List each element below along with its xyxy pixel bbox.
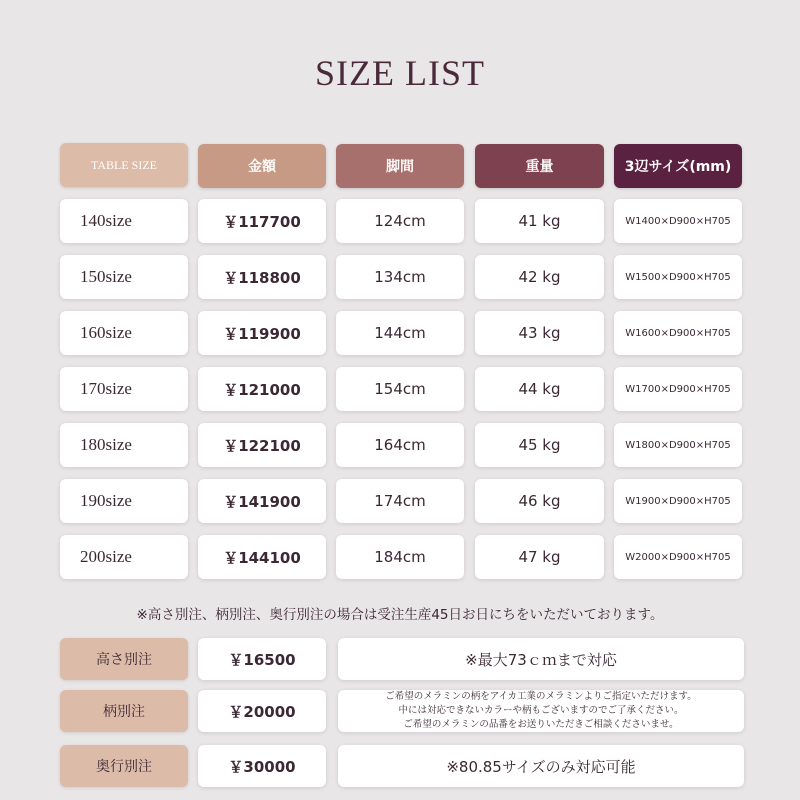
price-cell: [198, 535, 326, 579]
leg-span-cell-text: 144cm: [374, 324, 426, 342]
option-note: [338, 638, 744, 680]
weight-cell-text: 44 kg: [518, 380, 561, 398]
header-leg-span: [336, 144, 464, 188]
price-cell: [198, 479, 326, 523]
size-cell-text: 180size: [80, 435, 132, 454]
leg-span-cell-text: 154cm: [374, 380, 426, 398]
header-dimensions: [614, 144, 742, 188]
dimensions-cell-text: W2000×D900×H705: [625, 551, 731, 563]
option-price: [198, 690, 326, 732]
option-note: [338, 690, 744, 732]
option-note-line: ※80.85サイズのみ対応可能: [446, 757, 636, 776]
leg-span-cell-text: 124cm: [374, 212, 426, 230]
size-cell: [60, 423, 188, 467]
custom-order-note: ※高さ別注、柄別注、奥行別注の場合は受注生産45日お日にちをいただいております。: [136, 607, 664, 623]
size-cell: [60, 199, 188, 243]
weight-cell-text: 46 kg: [518, 492, 561, 510]
header-price: [198, 144, 326, 188]
option-note-line: ※最大73ｃｍまで対応: [465, 650, 617, 669]
leg-span-cell: [336, 535, 464, 579]
dimensions-cell: [614, 311, 742, 355]
option-label-text: 奥行別注: [96, 759, 152, 775]
header-weight: [475, 144, 604, 188]
price-cell-text: ￥119900: [223, 324, 301, 343]
leg-span-cell: [336, 479, 464, 523]
header-label: 金額: [248, 159, 276, 175]
option-price: [198, 745, 326, 787]
price-cell-text: ￥117700: [223, 212, 301, 231]
dimensions-cell-text: W1900×D900×H705: [625, 495, 731, 507]
size-cell: [60, 311, 188, 355]
size-cell: [60, 367, 188, 411]
dimensions-cell: [614, 535, 742, 579]
weight-cell: [475, 199, 604, 243]
size-cell: [60, 255, 188, 299]
price-cell-text: ￥141900: [223, 492, 301, 511]
weight-cell-text: 43 kg: [518, 324, 561, 342]
leg-span-cell-text: 164cm: [374, 436, 426, 454]
option-note-line: 中には対応できないカラーや柄もございますのでご了承ください。: [398, 705, 684, 716]
leg-span-cell-text: 134cm: [374, 268, 426, 286]
size-cell-text: 150size: [80, 267, 132, 286]
price-cell: [198, 255, 326, 299]
dimensions-cell-text: W1800×D900×H705: [625, 439, 731, 451]
size-cell-text: 200size: [80, 547, 132, 566]
header-label: TABLE SIZE: [90, 157, 158, 172]
page-title: SIZE LIST: [315, 53, 485, 93]
leg-span-cell: [336, 423, 464, 467]
price-cell: [198, 199, 326, 243]
dimensions-cell-text: W1600×D900×H705: [625, 327, 731, 339]
dimensions-cell: [614, 423, 742, 467]
leg-span-cell: [336, 367, 464, 411]
size-cell: [60, 479, 188, 523]
weight-cell: [475, 535, 604, 579]
leg-span-cell: [336, 255, 464, 299]
size-cell-text: 160size: [80, 323, 132, 342]
size-cell-text: 140size: [80, 211, 132, 230]
option-price: [198, 638, 326, 680]
dimensions-cell-text: W1500×D900×H705: [625, 271, 731, 283]
price-cell: [198, 367, 326, 411]
leg-span-cell: [336, 199, 464, 243]
option-label: [60, 745, 188, 787]
weight-cell: [475, 423, 604, 467]
header-label: 脚間: [386, 159, 414, 175]
option-price-text: ￥30000: [228, 757, 296, 776]
size-cell: [60, 535, 188, 579]
dimensions-cell-text: W1700×D900×H705: [625, 383, 731, 395]
dimensions-cell: [614, 199, 742, 243]
weight-cell-text: 42 kg: [518, 268, 561, 286]
weight-cell: [475, 255, 604, 299]
size-cell-text: 170size: [80, 379, 132, 398]
dimensions-cell: [614, 255, 742, 299]
option-note-line: ご希望のメラミンの柄をアイカ工業のメラミンよりご指定いただけます。: [385, 691, 697, 702]
leg-span-cell-text: 184cm: [374, 548, 426, 566]
weight-cell-text: 45 kg: [518, 436, 561, 454]
weight-cell-text: 47 kg: [518, 548, 561, 566]
leg-span-cell: [336, 311, 464, 355]
dimensions-cell-text: W1400×D900×H705: [625, 215, 731, 227]
leg-span-cell-text: 174cm: [374, 492, 426, 510]
price-cell-text: ￥118800: [223, 268, 301, 287]
option-label: [60, 638, 188, 680]
weight-cell: [475, 367, 604, 411]
dimensions-cell: [614, 479, 742, 523]
option-label-text: 柄別注: [103, 704, 145, 720]
option-price-text: ￥16500: [228, 650, 296, 669]
price-cell-text: ￥122100: [223, 436, 301, 455]
price-cell-text: ￥121000: [223, 380, 301, 399]
weight-cell: [475, 311, 604, 355]
option-price-text: ￥20000: [228, 702, 296, 721]
weight-cell-text: 41 kg: [518, 212, 561, 230]
price-cell-text: ￥144100: [223, 548, 301, 567]
header-label: 3辺サイズ(mm): [624, 159, 732, 175]
option-note: [338, 745, 744, 787]
dimensions-cell: [614, 367, 742, 411]
header-table-size: [60, 143, 188, 187]
option-label-text: 高さ別注: [96, 652, 152, 668]
price-cell: [198, 423, 326, 467]
weight-cell: [475, 479, 604, 523]
option-note-line: ご希望のメラミンの品番をお送りいただきご相談くださいませ。: [403, 719, 679, 730]
header-label: 重量: [525, 159, 554, 175]
option-label: [60, 690, 188, 732]
size-cell-text: 190size: [80, 491, 132, 510]
price-cell: [198, 311, 326, 355]
